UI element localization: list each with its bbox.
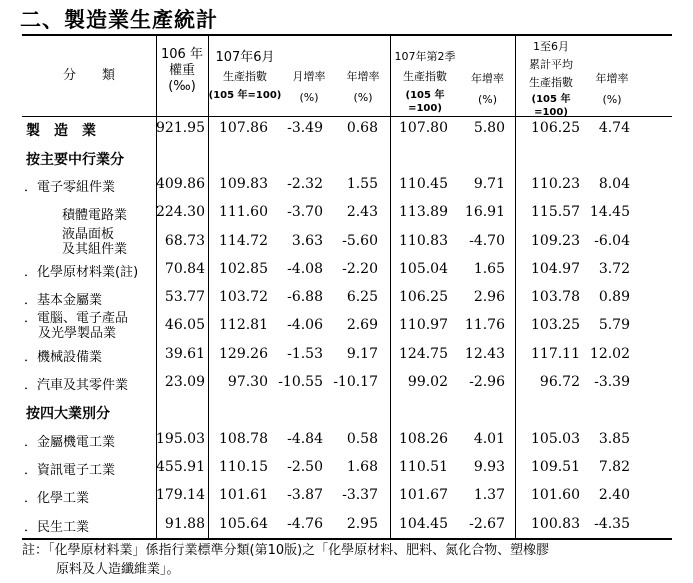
table-cell: 9.17 [346, 346, 378, 362]
table-cell: 16.91 [464, 204, 505, 220]
table-cell: 109.23 [531, 233, 580, 249]
row-label: 按四大業別分 [26, 406, 110, 422]
table-cell: -4.08 [287, 261, 323, 277]
table-cell: 1.55 [346, 176, 378, 192]
table-cell: -1.53 [287, 346, 323, 362]
table-cell: 115.57 [531, 204, 580, 220]
table-cell: -4.35 [594, 516, 630, 532]
table-cell: 117.11 [531, 346, 580, 362]
row-label: ．化學工業 [24, 491, 90, 506]
table-cell: 101.67 [399, 487, 448, 503]
table-cell: 106.25 [399, 289, 448, 305]
table-cell: 53.77 [164, 289, 205, 305]
header-category: 分 類 [62, 68, 115, 83]
row-label: ．汽車及其零件業 [24, 378, 129, 393]
table-cell: -4.76 [287, 516, 323, 532]
table-cell: 103.78 [531, 289, 580, 305]
table-cell: 101.61 [219, 487, 268, 503]
page-title: 二、製造業生產統計 [20, 8, 218, 32]
table-cell: 9.71 [473, 176, 505, 192]
table-cell: 1.68 [346, 459, 378, 475]
table-cell: 14.45 [589, 204, 630, 220]
row-label: ．化學原材料業(註) [24, 265, 139, 280]
table-cell: -3.49 [287, 120, 323, 136]
table-cell: 3.85 [598, 431, 630, 447]
table-cell: -2.20 [342, 261, 378, 277]
table-cell: 91.88 [164, 516, 205, 532]
table-cell: -2.67 [469, 516, 505, 532]
table-cell: -3.87 [287, 487, 323, 503]
table-cell: 106.25 [531, 120, 580, 136]
table-cell: -6.88 [287, 289, 323, 305]
table-cell: 112.81 [219, 317, 268, 333]
table-cell: 6.25 [346, 289, 378, 305]
table-bottom-border [22, 538, 672, 540]
table-cell: 0.58 [346, 431, 378, 447]
table-cell: 7.82 [598, 459, 630, 475]
header-monthly-change: 月增率 (%) [292, 70, 326, 104]
row-label: ．資訊電子工業 [24, 463, 116, 478]
table-cell: 114.72 [219, 233, 268, 249]
table-cell: -3.70 [287, 204, 323, 220]
table-cell: 108.26 [399, 431, 448, 447]
row-label: ．金屬機電工業 [24, 435, 116, 450]
table-cell: 2.40 [598, 487, 630, 503]
table-cell: 0.89 [598, 289, 630, 305]
table-cell: 39.61 [164, 346, 205, 362]
table-cell: 179.14 [156, 487, 205, 503]
table-cell: 101.60 [531, 487, 580, 503]
table-cell: 23.09 [164, 374, 205, 390]
table-cell: 455.91 [156, 459, 205, 475]
table-cell: 5.79 [598, 317, 630, 333]
table-cell: 105.64 [219, 516, 268, 532]
table-cell: 102.85 [219, 261, 268, 277]
table-cell: 129.26 [219, 346, 268, 362]
table-cell: 224.30 [156, 204, 205, 220]
header-annual-change-2: 年增率 (%) [471, 72, 504, 106]
table-cell: 3.72 [598, 261, 630, 277]
table-cell: 100.83 [531, 516, 580, 532]
table-cell: 107.86 [219, 120, 268, 136]
table-cell: 110.15 [219, 459, 268, 475]
table-cell: 1.65 [473, 261, 505, 277]
table-cell: 2.43 [346, 204, 378, 220]
table-cell: 3.63 [291, 233, 323, 249]
table-cell: 113.89 [399, 204, 448, 220]
table-cell: 4.01 [473, 431, 505, 447]
table-cell: 11.76 [464, 317, 505, 333]
table-cell: 111.60 [219, 204, 268, 220]
table-cell: 110.51 [399, 459, 448, 475]
table-cell: -2.96 [469, 374, 505, 390]
row-label: 液晶面板 及其組件業 [62, 227, 128, 257]
table-cell: 68.73 [164, 233, 205, 249]
footnote: 註：「化學原材料業」係指行業標準分類(第10版)之「化學原材料、肥料、氮化合物、塑橡膠 原料及人造纖維業」。 [22, 543, 550, 577]
table-cell: 104.97 [531, 261, 580, 277]
table-cell: 8.04 [598, 176, 630, 192]
table-cell: -5.60 [342, 233, 378, 249]
table-top-border [22, 34, 672, 36]
row-label: 按主要中行業分 [26, 152, 124, 168]
header-jun-index: 107年6月 生產指數 (105 年=100) [208, 50, 282, 101]
header-annual-change-1: 年增率 (%) [346, 70, 380, 104]
row-label: ．民生工業 [24, 520, 90, 535]
table-cell: 110.45 [399, 176, 448, 192]
table-cell: 110.83 [399, 233, 448, 249]
table-cell: 12.02 [589, 346, 630, 362]
table-cell: -4.70 [469, 233, 505, 249]
table-cell: 70.84 [164, 261, 205, 277]
row-label: 製 造 業 [26, 123, 96, 139]
table-cell: 4.74 [598, 120, 630, 136]
table-cell: 409.86 [156, 176, 205, 192]
table-cell: 1.37 [473, 487, 505, 503]
table-cell: 96.72 [539, 374, 580, 390]
table-cell: 99.02 [407, 374, 448, 390]
row-label: ．電腦、電子產品 及光學製品業 [24, 311, 129, 341]
row-label: 積體電路業 [62, 208, 128, 223]
row-label: ．基本金屬業 [24, 293, 103, 308]
table-cell: 195.03 [156, 431, 205, 447]
row-label: ．機械設備業 [24, 350, 103, 365]
row-label: ．電子零組件業 [24, 180, 116, 195]
table-cell: 0.68 [346, 120, 378, 136]
table-cell: 105.04 [399, 261, 448, 277]
table-cell: 110.23 [531, 176, 580, 192]
table-cell: 5.80 [473, 120, 505, 136]
table-cell: 105.03 [531, 431, 580, 447]
header-ytd-index: 1至6月 累計平均 生產指數 (105 年=100) [529, 40, 573, 118]
table-cell: 2.96 [473, 289, 505, 305]
table-cell: -6.04 [594, 233, 630, 249]
table-cell: 124.75 [399, 346, 448, 362]
table-cell: -2.50 [287, 459, 323, 475]
table-cell: -3.39 [594, 374, 630, 390]
table-cell: -4.84 [287, 431, 323, 447]
table-cell: 2.95 [346, 516, 378, 532]
table-cell: 110.97 [399, 317, 448, 333]
table-cell: -4.06 [287, 317, 323, 333]
table-cell: 921.95 [156, 120, 205, 136]
table-cell: -3.37 [342, 487, 378, 503]
table-cell: 109.51 [531, 459, 580, 475]
table-cell: 107.80 [399, 120, 448, 136]
table-cell: 108.78 [219, 431, 268, 447]
table-cell: 12.43 [464, 346, 505, 362]
table-cell: 103.72 [219, 289, 268, 305]
table-cell: -2.32 [287, 176, 323, 192]
table-cell: -10.55 [278, 374, 323, 390]
table-cell: 104.45 [399, 516, 448, 532]
table-cell: 2.69 [346, 317, 378, 333]
table-cell: 109.83 [219, 176, 268, 192]
table-cell: -10.17 [333, 374, 378, 390]
table-cell: 9.93 [473, 459, 505, 475]
header-annual-change-3: 年增率 (%) [595, 72, 629, 106]
header-q2-index: 107年第2季 生產指數 (105 年=100) [394, 50, 456, 114]
table-cell: 97.30 [227, 374, 268, 390]
table-cell: 103.25 [531, 317, 580, 333]
table-cell: 46.05 [164, 317, 205, 333]
header-weight: 106 年 權重 (‰) [161, 47, 203, 94]
